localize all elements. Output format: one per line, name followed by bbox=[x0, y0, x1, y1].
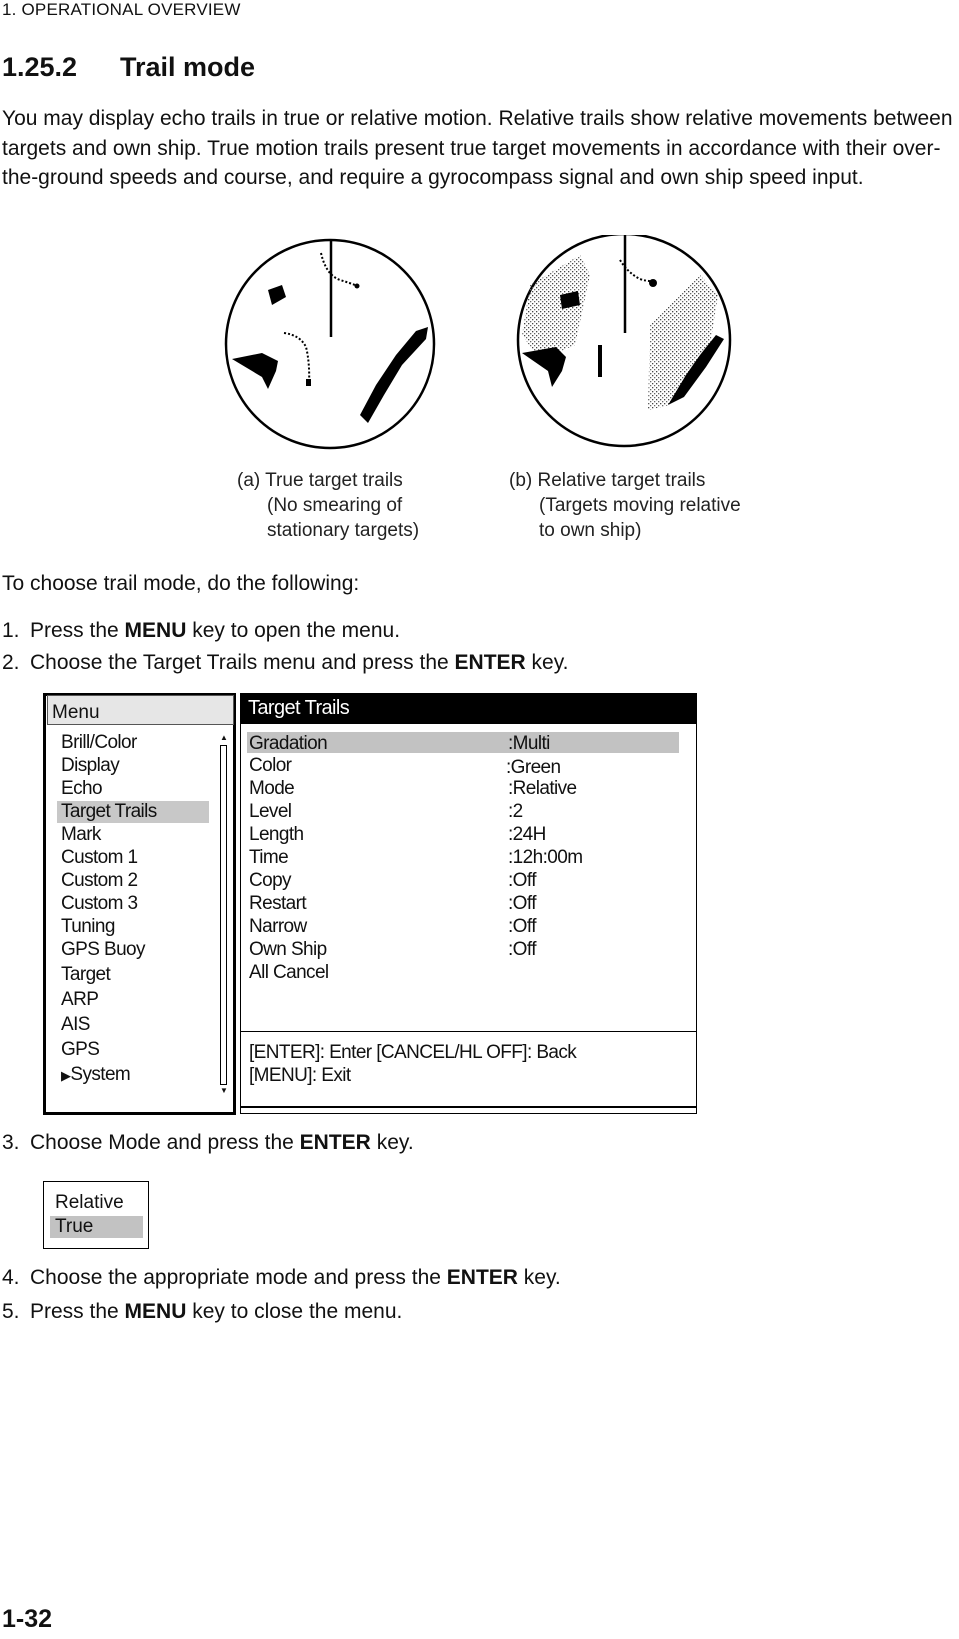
menu-item-echo[interactable]: Echo bbox=[61, 778, 102, 799]
row-own-ship-value: :Off bbox=[508, 939, 536, 960]
row-copy-label[interactable]: Copy bbox=[249, 870, 291, 891]
menu-item-target[interactable]: Target bbox=[61, 964, 111, 985]
caption-a-line-3: stationary targets) bbox=[267, 520, 420, 541]
menu-item-tuning[interactable]: Tuning bbox=[61, 916, 115, 937]
row-narrow-label[interactable]: Narrow bbox=[249, 916, 307, 937]
row-length-label[interactable]: Length bbox=[249, 824, 304, 845]
menu-item-custom-3[interactable]: Custom 3 bbox=[61, 893, 138, 914]
target-trails-title: Target Trails bbox=[240, 693, 697, 724]
caption-relative-trails bbox=[509, 468, 741, 543]
trail-figure bbox=[0, 235, 959, 555]
row-gradation-label[interactable]: Gradation bbox=[249, 733, 328, 754]
menu-item-mark[interactable]: Mark bbox=[61, 824, 101, 845]
caption-b-line-1: (b) Relative target trails bbox=[509, 470, 706, 491]
mode-option-relative[interactable]: Relative bbox=[55, 1192, 124, 1213]
row-level-value: :2 bbox=[508, 801, 523, 822]
row-restart-value: :Off bbox=[508, 893, 536, 914]
step-3: 3. Choose Mode and press the ENTER key. bbox=[2, 1131, 414, 1154]
row-gradation-value: :Multi bbox=[508, 733, 550, 754]
help-line-2: [MENU]: Exit bbox=[249, 1065, 351, 1086]
running-head: 1. OPERATIONAL OVERVIEW bbox=[2, 0, 241, 19]
enter-key: ENTER bbox=[446, 1266, 518, 1289]
menu-key: MENU bbox=[124, 1300, 187, 1323]
row-all-cancel-label[interactable]: All Cancel bbox=[249, 962, 329, 983]
menu-item-brill-color[interactable]: Brill/Color bbox=[61, 732, 137, 753]
caption-b-line-2: (Targets moving relative bbox=[539, 495, 741, 516]
true-trails-radar bbox=[226, 240, 434, 448]
row-copy-value: :Off bbox=[508, 870, 536, 891]
enter-key: ENTER bbox=[454, 651, 526, 674]
menu-item-display[interactable]: Display bbox=[61, 755, 120, 776]
section-title: Trail mode bbox=[120, 52, 256, 82]
step-4: 4. Choose the appropriate mode and press the ENTER key. bbox=[2, 1266, 561, 1289]
caption-b-line-3: to own ship) bbox=[539, 520, 642, 541]
caption-true-trails bbox=[237, 468, 419, 543]
menu-item-system[interactable]: ▶System bbox=[61, 1064, 131, 1085]
row-mode-value: :Relative bbox=[508, 778, 577, 799]
menu-item-ais[interactable]: AIS bbox=[61, 1014, 90, 1035]
row-color-label[interactable]: Color bbox=[249, 755, 292, 776]
enter-key: ENTER bbox=[299, 1131, 371, 1154]
menu-title: Menu bbox=[47, 695, 234, 725]
row-length-value: :24H bbox=[508, 824, 546, 845]
help-line-1: [ENTER]: Enter [CANCEL/HL OFF]: Back bbox=[249, 1042, 577, 1063]
menu-key: MENU bbox=[124, 619, 187, 642]
intro-paragraph: You may display echo trails in true or relative motion. Relative trails show relative movements between targets and own ship. True motion trails present true target movements in accordance with their over-the-ground speeds and course, and require a gyrocompass signal and own ship speed input. bbox=[2, 107, 953, 189]
section-heading bbox=[2, 52, 255, 83]
row-restart-label[interactable]: Restart bbox=[249, 893, 307, 914]
row-time-value: :12h:00m bbox=[508, 847, 583, 868]
scroll-up-icon[interactable]: ▲ bbox=[220, 733, 228, 742]
menu-item-custom-2[interactable]: Custom 2 bbox=[61, 870, 138, 891]
row-level-label[interactable]: Level bbox=[249, 801, 292, 822]
menu-scrollbar[interactable] bbox=[220, 745, 227, 1085]
row-mode-label[interactable]: Mode bbox=[249, 778, 295, 799]
caption-a-line-2: (No smearing of bbox=[267, 495, 403, 516]
page-number: 1-32 bbox=[2, 1605, 53, 1633]
menu-item-arp[interactable]: ARP bbox=[61, 989, 99, 1010]
panel-bottom-rule bbox=[240, 1106, 697, 1108]
step-2: 2. Choose the Target Trails menu and press the ENTER key. bbox=[2, 651, 569, 674]
row-narrow-value: :Off bbox=[508, 916, 536, 937]
help-divider bbox=[240, 1031, 697, 1032]
row-own-ship-label[interactable]: Own Ship bbox=[249, 939, 327, 960]
scroll-down-icon[interactable]: ▼ bbox=[220, 1086, 228, 1095]
row-color-value: :Green bbox=[506, 757, 561, 778]
caption-a-line-1: (a) True target trails bbox=[237, 470, 403, 491]
radar-illustrations bbox=[0, 235, 959, 475]
relative-trails-radar bbox=[518, 235, 730, 446]
menu-item-gps[interactable]: GPS bbox=[61, 1039, 100, 1060]
step-5: 5. Press the MENU key to close the menu. bbox=[2, 1300, 403, 1323]
mode-option-true[interactable]: True bbox=[50, 1216, 143, 1238]
step-1: 1. Press the MENU key to open the menu. bbox=[2, 619, 401, 642]
menu-item-custom-1[interactable]: Custom 1 bbox=[61, 847, 138, 868]
row-time-label[interactable]: Time bbox=[249, 847, 289, 868]
menu-item-gps-buoy[interactable]: GPS Buoy bbox=[61, 939, 145, 960]
menu-item-target-trails[interactable]: Target Trails bbox=[57, 801, 209, 823]
section-number: 1.25.2 bbox=[2, 52, 78, 82]
play-icon: ▶ bbox=[61, 1068, 71, 1083]
procedure-lead: To choose trail mode, do the following: bbox=[2, 572, 360, 595]
